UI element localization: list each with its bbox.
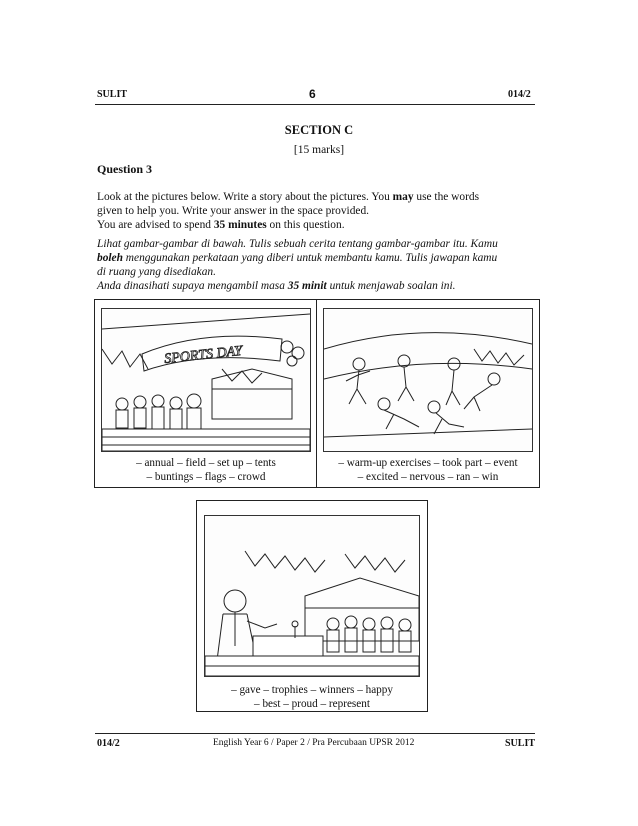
race-illustration — [323, 308, 533, 452]
instructions-en: Look at the pictures below. Write a story about the pictures. You may use the words given to help you. Write your answer in the space provided. You are advised to spend 35 minutes on this question. — [97, 191, 480, 231]
word-list-1 — [95, 456, 317, 484]
crowd-figures — [116, 394, 201, 430]
sports-day-illustration — [101, 308, 311, 452]
question-label: Question 3 — [97, 162, 153, 176]
word-list-3-line-2: – best – proud – represent — [254, 698, 370, 710]
section-marks: [15 marks] — [293, 144, 345, 156]
picture-panel-2 — [316, 299, 540, 488]
word-list-2-line-1: – warm-up exercises – took part – event — [338, 457, 518, 469]
word-list-1-line-2: – buntings – flags – crowd — [146, 471, 266, 483]
footer-center: English Year 6 / Paper 2 / Pra Percubaan UPSR 2012 — [213, 738, 415, 748]
runner-figures — [346, 355, 500, 434]
sports-day-banner: SPORTS DAY — [163, 343, 243, 367]
word-list-3 — [197, 683, 427, 711]
footer-right: SULIT — [505, 738, 536, 749]
header-left: SULIT — [97, 89, 128, 100]
word-list-2-line-2: – excited – nervous – ran – win — [357, 471, 499, 483]
footer-rule — [95, 733, 535, 734]
section-title: SECTION C — [284, 123, 354, 137]
picture-panel-3 — [196, 500, 428, 712]
footer-left: 014/2 — [97, 738, 120, 749]
header-page-number: 6 — [309, 87, 316, 101]
word-list-1-line-1: – annual – field – set up – tents — [136, 457, 276, 469]
word-list-3-line-1: – gave – trophies – winners – happy — [231, 684, 393, 696]
header-right: 014/2 — [508, 89, 531, 100]
instructions-ms: Lihat gambar-gambar di bawah. Tulis sebuah cerita tentang gambar-gambar itu. Kamu boleh menggunakan perkataan yang diberi untuk membantu kamu. Tulis jawapan kamu di ruang yang disediakan. Anda dinasihati supaya mengambil masa 35 minit untuk menjawab soalan ini. — [97, 238, 498, 292]
prize-giving-illustration — [204, 515, 420, 677]
winner-figures — [327, 616, 411, 652]
word-list-2 — [317, 456, 539, 484]
picture-panel-1 — [94, 299, 318, 488]
header-rule — [95, 104, 535, 105]
